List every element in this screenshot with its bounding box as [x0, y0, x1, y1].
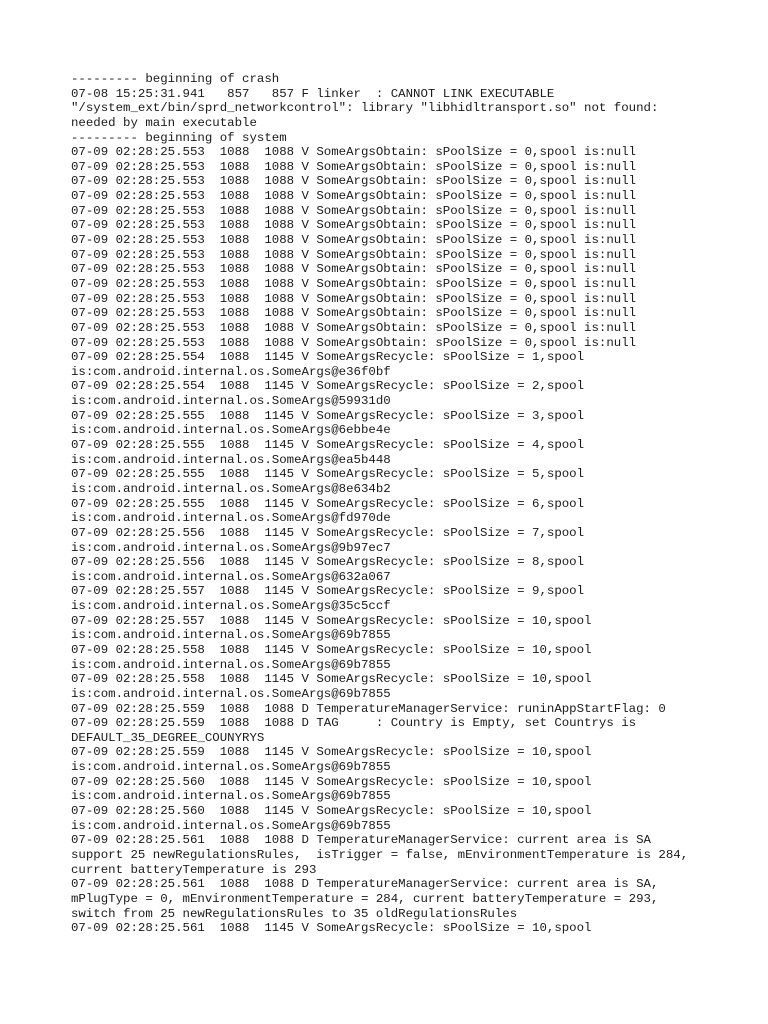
log-line: 07-09 02:28:25.559 1088 1088 D TAG : Country is Empty, set Countrys is [71, 716, 637, 731]
log-line: 07-09 02:28:25.554 1088 1145 V SomeArgsRecycle: sPoolSize = 1,spool [71, 350, 585, 365]
log-line: 07-09 02:28:25.557 1088 1145 V SomeArgsRecycle: sPoolSize = 9,spool [71, 584, 585, 599]
log-line: 07-09 02:28:25.553 1088 1088 V SomeArgsObtain: sPoolSize = 0,spool is:null [71, 335, 637, 350]
log-line: 07-09 02:28:25.556 1088 1145 V SomeArgsRecycle: sPoolSize = 7,spool [71, 525, 585, 540]
log-line: is:com.android.internal.os.SomeArgs@632a067 [71, 569, 391, 584]
log-line: needed by main executable [71, 115, 257, 130]
log-line: 07-09 02:28:25.553 1088 1088 V SomeArgsObtain: sPoolSize = 0,spool is:null [71, 203, 637, 218]
log-line: 07-09 02:28:25.555 1088 1145 V SomeArgsRecycle: sPoolSize = 5,spool [71, 467, 585, 482]
log-line: 07-09 02:28:25.553 1088 1088 V SomeArgsObtain: sPoolSize = 0,spool is:null [71, 174, 637, 189]
log-line: 07-09 02:28:25.556 1088 1145 V SomeArgsRecycle: sPoolSize = 8,spool [71, 555, 585, 570]
log-line: 07-09 02:28:25.554 1088 1145 V SomeArgsRecycle: sPoolSize = 2,spool [71, 379, 585, 394]
log-line: 07-08 15:25:31.941 857 857 F linker : CANNOT LINK EXECUTABLE [71, 86, 555, 101]
log-line: 07-09 02:28:25.553 1088 1088 V SomeArgsObtain: sPoolSize = 0,spool is:null [71, 189, 637, 204]
log-line: --------- beginning of crash [71, 72, 280, 86]
log-line: is:com.android.internal.os.SomeArgs@69b7855 [71, 686, 391, 701]
log-line: DEFAULT_35_DEGREE_COUNYRYS [71, 730, 265, 745]
log-line: 07-09 02:28:25.558 1088 1145 V SomeArgsRecycle: sPoolSize = 10,spool [71, 672, 592, 687]
log-line: is:com.android.internal.os.SomeArgs@69b7855 [71, 760, 391, 775]
log-line: 07-09 02:28:25.557 1088 1145 V SomeArgsRecycle: sPoolSize = 10,spool [71, 613, 592, 628]
log-line: is:com.android.internal.os.SomeArgs@69b7855 [71, 818, 391, 833]
log-line: 07-09 02:28:25.553 1088 1088 V SomeArgsObtain: sPoolSize = 0,spool is:null [71, 145, 637, 160]
log-line: 07-09 02:28:25.561 1088 1088 D TemperatureManagerService: current area is SA, [71, 877, 659, 892]
log-line: 07-09 02:28:25.553 1088 1088 V SomeArgsObtain: sPoolSize = 0,spool is:null [71, 262, 637, 277]
log-line: 07-09 02:28:25.561 1088 1145 V SomeArgsRecycle: sPoolSize = 10,spool [71, 921, 592, 936]
log-line: 07-09 02:28:25.553 1088 1088 V SomeArgsObtain: sPoolSize = 0,spool is:null [71, 218, 637, 233]
log-line: 07-09 02:28:25.558 1088 1145 V SomeArgsRecycle: sPoolSize = 10,spool [71, 642, 592, 657]
log-line: 07-09 02:28:25.553 1088 1088 V SomeArgsObtain: sPoolSize = 0,spool is:null [71, 159, 637, 174]
log-line: mPlugType = 0, mEnvironmentTemperature = 284, current batteryTemperature = 293, [71, 891, 659, 906]
log-line: is:com.android.internal.os.SomeArgs@59931d0 [71, 394, 391, 409]
log-line: is:com.android.internal.os.SomeArgs@69b7855 [71, 657, 391, 672]
log-text [71, 72, 711, 936]
log-line: 07-09 02:28:25.555 1088 1145 V SomeArgsRecycle: sPoolSize = 4,spool [71, 438, 585, 453]
log-line: 07-09 02:28:25.553 1088 1088 V SomeArgsObtain: sPoolSize = 0,spool is:null [71, 247, 637, 262]
log-line: 07-09 02:28:25.560 1088 1145 V SomeArgsRecycle: sPoolSize = 10,spool [71, 804, 592, 819]
log-line: current batteryTemperature is 293 [71, 862, 317, 877]
log-line: is:com.android.internal.os.SomeArgs@8e634b2 [71, 481, 391, 496]
log-line: is:com.android.internal.os.SomeArgs@ea5b448 [71, 452, 391, 467]
log-line: 07-09 02:28:25.555 1088 1145 V SomeArgsRecycle: sPoolSize = 6,spool [71, 496, 585, 511]
log-line: switch from 25 newRegulationsRules to 35 oldRegulationsRules [71, 906, 518, 921]
log-line: 07-09 02:28:25.553 1088 1088 V SomeArgsObtain: sPoolSize = 0,spool is:null [71, 306, 637, 321]
log-line: 07-09 02:28:25.560 1088 1145 V SomeArgsRecycle: sPoolSize = 10,spool [71, 774, 592, 789]
log-line: 07-09 02:28:25.561 1088 1088 D TemperatureManagerService: current area is SA [71, 833, 651, 848]
log-line: is:com.android.internal.os.SomeArgs@9b97ec7 [71, 540, 391, 555]
log-line: 07-09 02:28:25.553 1088 1088 V SomeArgsObtain: sPoolSize = 0,spool is:null [71, 291, 637, 306]
log-line: is:com.android.internal.os.SomeArgs@69b7855 [71, 789, 391, 804]
log-line: is:com.android.internal.os.SomeArgs@6ebbe4e [71, 423, 391, 438]
log-line: is:com.android.internal.os.SomeArgs@35c5ccf [71, 599, 391, 614]
log-line: 07-09 02:28:25.555 1088 1145 V SomeArgsRecycle: sPoolSize = 3,spool [71, 408, 585, 423]
log-line: --------- beginning of system [71, 130, 287, 145]
log-line: 07-09 02:28:25.559 1088 1088 D TemperatureManagerService: runinAppStartFlag: 0 [71, 701, 666, 716]
log-line: support 25 newRegulationsRules, isTrigger = false, mEnvironmentTemperature is 284, [71, 847, 689, 862]
log-line: is:com.android.internal.os.SomeArgs@69b7855 [71, 628, 391, 643]
log-line: 07-09 02:28:25.553 1088 1088 V SomeArgsObtain: sPoolSize = 0,spool is:null [71, 276, 637, 291]
log-line: "/system_ext/bin/sprd_networkcontrol": library "libhidltransport.so" not found: [71, 101, 659, 116]
log-line: 07-09 02:28:25.559 1088 1145 V SomeArgsRecycle: sPoolSize = 10,spool [71, 745, 592, 760]
log-line: is:com.android.internal.os.SomeArgs@fd970de [71, 511, 391, 526]
log-line: 07-09 02:28:25.553 1088 1088 V SomeArgsObtain: sPoolSize = 0,spool is:null [71, 320, 637, 335]
log-line: 07-09 02:28:25.553 1088 1088 V SomeArgsObtain: sPoolSize = 0,spool is:null [71, 233, 637, 248]
log-line: is:com.android.internal.os.SomeArgs@e36f0bf [71, 364, 391, 379]
